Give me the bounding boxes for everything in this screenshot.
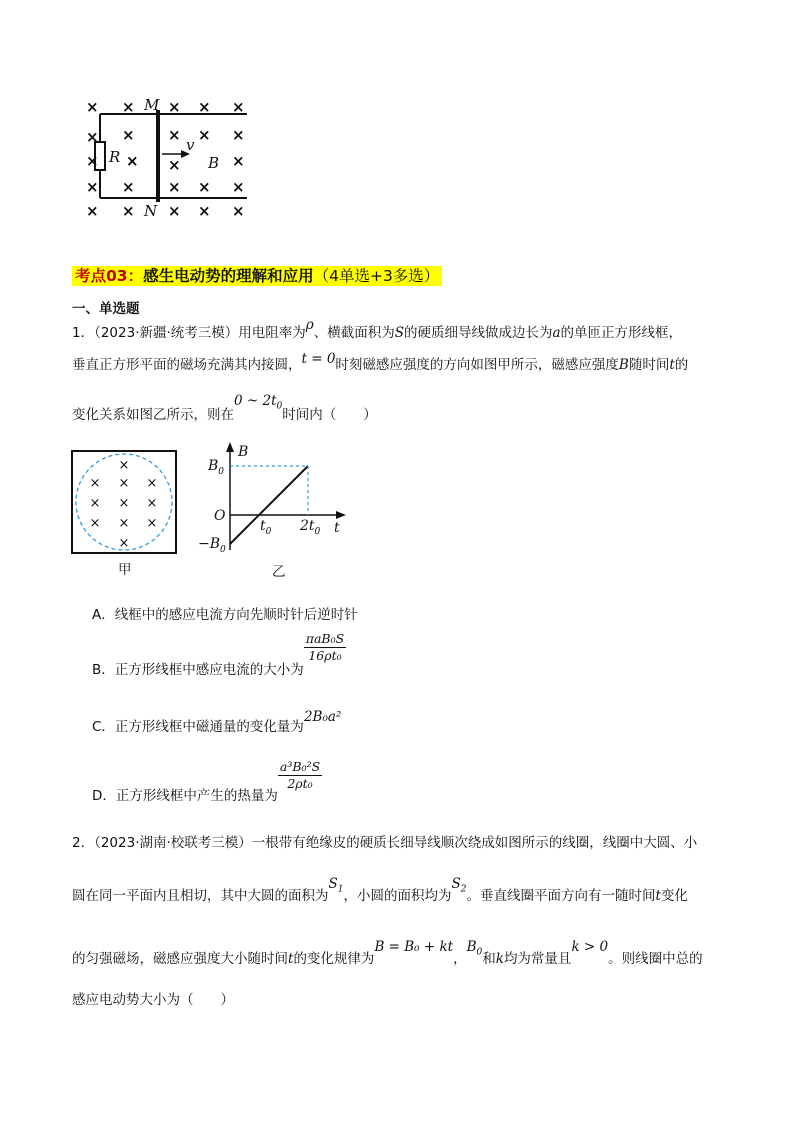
q2-line2: 圆在同一平面内且相切，其中大圆的面积为$S_1$，小圆的面积均为$S_2$。垂直线圈平面方向有一随时间t变化 — [72, 876, 688, 904]
svg-text:×: × — [118, 496, 130, 511]
fig-jia-caption: 甲 — [118, 562, 132, 578]
svg-text:×: × — [86, 98, 99, 116]
q2-line1: 2．（2023·湖南·校联考三模）一根带有绝缘皮的硬质长细导线顺次绕成如图所示的线圈，线圈中大圆、小 — [72, 835, 698, 851]
svg-text:×: × — [89, 476, 101, 491]
svg-text:×: × — [232, 202, 245, 220]
label-R: R — [109, 148, 121, 166]
svg-text:×: × — [86, 128, 99, 146]
svg-text:×: × — [232, 98, 245, 116]
q1-line3: 变化关系如图乙所示，则在0 ~ $2t_0$时间内（ ） — [72, 393, 377, 423]
q1-line2: 垂直正方形平面的磁场充满其内接圆，t = 0时刻磁感应强度的方向如图甲所示，磁感应强度B随时间t的 — [72, 351, 689, 373]
svg-text:×: × — [146, 496, 158, 511]
label-N: N — [144, 202, 158, 220]
svg-text:×: × — [118, 476, 130, 491]
svg-text:×: × — [122, 178, 135, 196]
section-prefix: 考点03： — [75, 267, 144, 285]
fig-yi-graph — [196, 440, 356, 565]
svg-text:×: × — [89, 516, 101, 531]
svg-text:B0: $B_0$ — [208, 458, 225, 477]
svg-text:−B0: $-B_0$ — [198, 536, 226, 555]
svg-text:×: × — [122, 98, 135, 116]
svg-text:×: × — [198, 202, 211, 220]
svg-text:×: × — [198, 98, 211, 116]
q1-line1: 1．（2023·新疆·统考三模）用电阻率为ρ、横截面积为S的硬质细导线做成边长为a的单匝正方形线框， — [72, 317, 683, 341]
q1-option-d: D．正方形线框中产生的热量为 $\frac{\text{a³B₀²S}}{\text{2ρt₀}}$ — [92, 759, 321, 804]
svg-text:×: × — [122, 126, 135, 144]
svg-text:B: B — [238, 444, 249, 460]
svg-text:×: × — [168, 178, 181, 196]
svg-text:×: × — [168, 98, 181, 116]
svg-text:×: × — [118, 516, 130, 531]
svg-text:2t0: $2t_0$ — [300, 518, 321, 537]
section-heading — [72, 264, 442, 286]
svg-text:×: × — [232, 152, 245, 170]
svg-text:×: × — [198, 126, 211, 144]
svg-text:×: × — [168, 156, 181, 174]
label-M: M — [144, 96, 160, 114]
svg-text:×: × — [126, 152, 139, 170]
q2-line4: 感应电动势大小为（ ） — [72, 992, 234, 1008]
svg-text:×: × — [89, 496, 101, 511]
q1-option-a: A．线框中的感应电流方向先顺时针后逆时针 — [92, 607, 358, 623]
svg-text:×: × — [232, 126, 245, 144]
svg-text:×: × — [168, 202, 181, 220]
fig-jia — [70, 449, 182, 557]
section-title-text: 感生电动势的理解和应用 — [143, 267, 314, 285]
svg-text:×: × — [146, 476, 158, 491]
svg-text:×: × — [118, 458, 130, 473]
svg-text:×: × — [146, 516, 158, 531]
svg-text:t: t — [334, 520, 340, 536]
q1-option-b: B．正方形线框中感应电流的大小为 $\frac{\text{πaB₀S}}{\text{16ρt₀}}$ — [92, 631, 345, 678]
rail-figure — [82, 92, 262, 222]
q2-line3: 的匀强磁场，磁感应强度大小随时间t的变化规律为B = B₀ + kt，$B_0$和k均为常量且k > 0。则线圈中总的 — [72, 939, 703, 967]
q1-option-c: C．正方形线框中磁通量的变化量为2B₀a² — [92, 709, 342, 735]
label-B: B — [208, 154, 220, 172]
svg-text:×: × — [168, 126, 181, 144]
svg-text:O: O — [214, 508, 226, 524]
section-suffix: （4单选+3多选） — [313, 267, 440, 285]
svg-text:t0: $t_0$ — [260, 518, 272, 537]
label-v: v — [186, 136, 195, 154]
fig-yi-caption: 乙 — [272, 564, 286, 580]
svg-text:×: × — [86, 178, 99, 196]
svg-text:×: × — [122, 202, 135, 220]
subsection-heading: 一、单选题 — [72, 301, 140, 317]
svg-text:×: × — [86, 202, 99, 220]
svg-text:×: × — [118, 536, 130, 551]
svg-text:×: × — [86, 152, 99, 170]
svg-text:×: × — [232, 178, 245, 196]
svg-text:×: × — [198, 178, 211, 196]
